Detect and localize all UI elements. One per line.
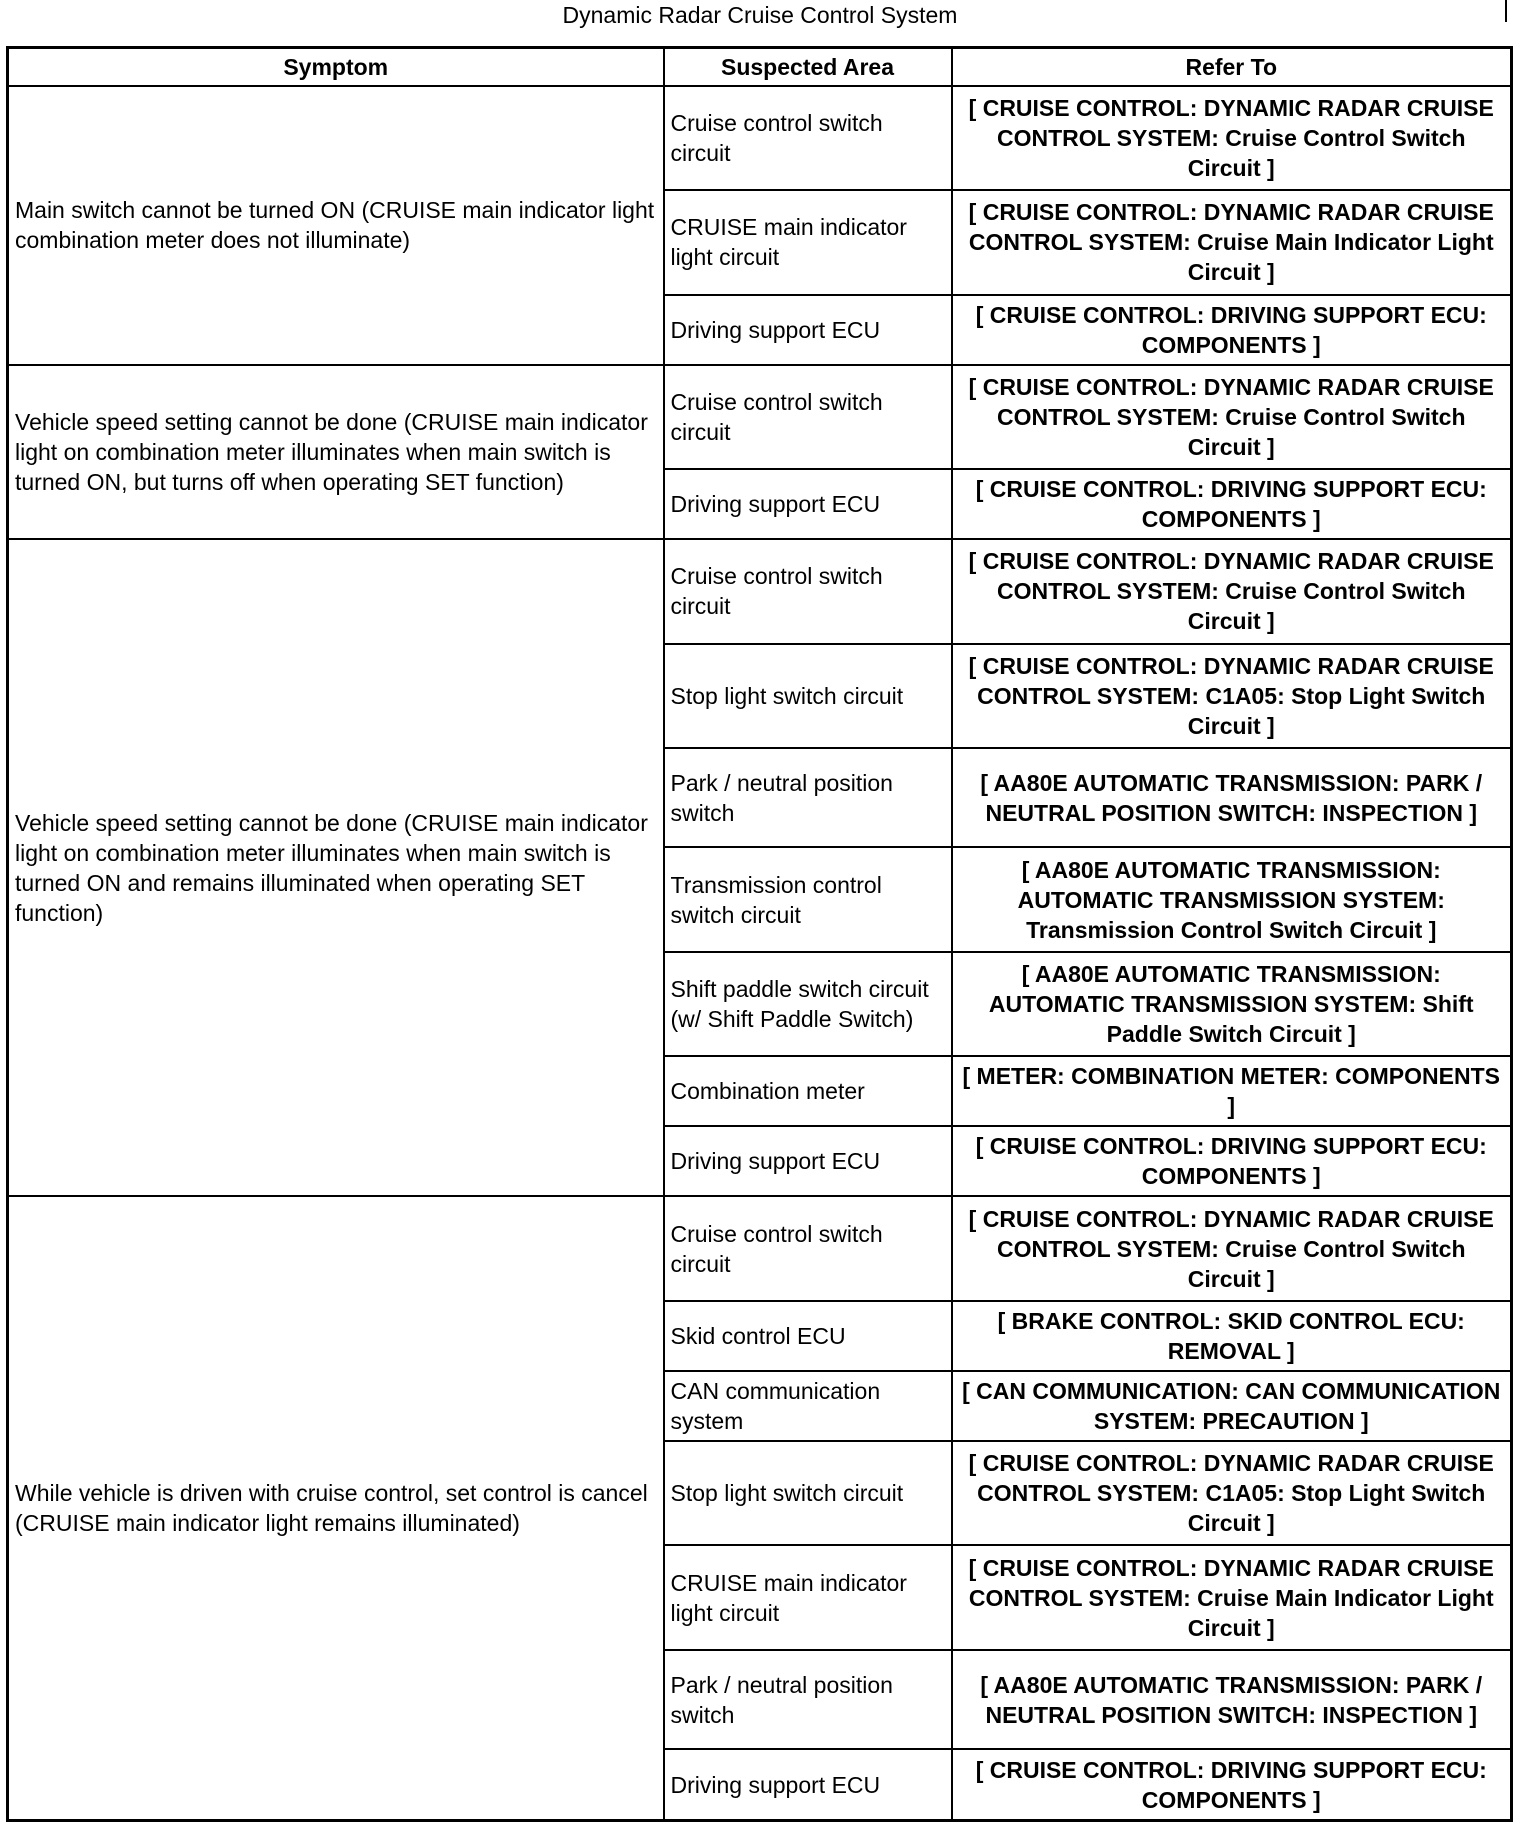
table-header-row — [8, 48, 1512, 87]
refer-to-link[interactable]: [ CRUISE CONTROL: DYNAMIC RADAR CRUISE CONTROL SYSTEM: Cruise Main Indicator Light Circuit ] — [952, 1545, 1512, 1649]
suspected-area-cell: CAN communication system — [664, 1371, 952, 1441]
refer-to-link[interactable]: [ AA80E AUTOMATIC TRANSMISSION: PARK / NEUTRAL POSITION SWITCH: INSPECTION ] — [952, 1650, 1512, 1750]
suspected-area-cell: CRUISE main indicator light circuit — [664, 190, 952, 294]
symptom-cell: Vehicle speed setting cannot be done (CRUISE main indicator light on combination meter illuminates when main switch is turned ON and remains illuminated when operating SET function) — [8, 539, 664, 1196]
refer-to-link[interactable]: [ CRUISE CONTROL: DYNAMIC RADAR CRUISE CONTROL SYSTEM: Cruise Control Switch Circuit ] — [952, 365, 1512, 469]
refer-to-link[interactable]: [ CRUISE CONTROL: DRIVING SUPPORT ECU: COMPONENTS ] — [952, 295, 1512, 365]
suspected-area-cell: Cruise control switch circuit — [664, 1196, 952, 1300]
suspected-area-cell: Cruise control switch circuit — [664, 86, 952, 190]
refer-to-link[interactable]: [ METER: COMBINATION METER: COMPONENTS ] — [952, 1056, 1512, 1126]
suspected-area-cell: Cruise control switch circuit — [664, 365, 952, 469]
suspected-area-cell: Stop light switch circuit — [664, 1441, 952, 1545]
refer-to-link[interactable]: [ CRUISE CONTROL: DRIVING SUPPORT ECU: COMPONENTS ] — [952, 1749, 1512, 1820]
refer-to-link[interactable]: [ CRUISE CONTROL: DYNAMIC RADAR CRUISE CONTROL SYSTEM: Cruise Control Switch Circuit ] — [952, 86, 1512, 190]
refer-to-link[interactable]: [ CRUISE CONTROL: DYNAMIC RADAR CRUISE CONTROL SYSTEM: Cruise Main Indicator Light Circuit ] — [952, 190, 1512, 294]
suspected-area-cell: Park / neutral position switch — [664, 1650, 952, 1750]
troubleshooting-table — [6, 46, 1513, 1822]
table-row — [8, 1196, 1512, 1300]
refer-to-link[interactable]: [ BRAKE CONTROL: SKID CONTROL ECU: REMOVAL ] — [952, 1301, 1512, 1371]
refer-to-link[interactable]: [ AA80E AUTOMATIC TRANSMISSION: AUTOMATIC TRANSMISSION SYSTEM: Transmission Control Switch Circuit ] — [952, 847, 1512, 951]
suspected-area-cell: Skid control ECU — [664, 1301, 952, 1371]
refer-to-link[interactable]: [ AA80E AUTOMATIC TRANSMISSION: AUTOMATIC TRANSMISSION SYSTEM: Shift Paddle Switch Circuit ] — [952, 952, 1512, 1056]
refer-to-link[interactable]: [ CRUISE CONTROL: DRIVING SUPPORT ECU: COMPONENTS ] — [952, 469, 1512, 539]
suspected-area-cell: Driving support ECU — [664, 1749, 952, 1820]
refer-to-link[interactable]: [ CAN COMMUNICATION: CAN COMMUNICATION SYSTEM: PRECAUTION ] — [952, 1371, 1512, 1441]
table-row — [8, 365, 1512, 469]
header-suspected-area: Suspected Area — [664, 48, 952, 87]
refer-to-link[interactable]: [ CRUISE CONTROL: DYNAMIC RADAR CRUISE CONTROL SYSTEM: C1A05: Stop Light Switch Circuit ] — [952, 644, 1512, 748]
refer-to-link[interactable]: [ CRUISE CONTROL: DYNAMIC RADAR CRUISE CONTROL SYSTEM: Cruise Control Switch Circuit ] — [952, 1196, 1512, 1300]
table-row — [8, 539, 1512, 643]
suspected-area-cell: Park / neutral position switch — [664, 748, 952, 848]
suspected-area-cell: Shift paddle switch circuit (w/ Shift Paddle Switch) — [664, 952, 952, 1056]
suspected-area-cell: Stop light switch circuit — [664, 644, 952, 748]
header-symptom: Symptom — [8, 48, 664, 87]
document-title: Dynamic Radar Cruise Control System — [562, 2, 958, 28]
suspected-area-cell: Driving support ECU — [664, 1126, 952, 1196]
suspected-area-cell: CRUISE main indicator light circuit — [664, 1545, 952, 1649]
symptom-cell: Vehicle speed setting cannot be done (CRUISE main indicator light on combination meter illuminates when main switch is turned ON, but turns off when operating SET function) — [8, 365, 664, 540]
suspected-area-cell: Combination meter — [664, 1056, 952, 1126]
table-row — [8, 86, 1512, 190]
header-refer-to: Refer To — [952, 48, 1512, 87]
suspected-area-cell: Cruise control switch circuit — [664, 539, 952, 643]
symptom-cell: Main switch cannot be turned ON (CRUISE main indicator light combination meter does not illuminate) — [8, 86, 664, 365]
suspected-area-cell: Transmission control switch circuit — [664, 847, 952, 951]
refer-to-link[interactable]: [ AA80E AUTOMATIC TRANSMISSION: PARK / NEUTRAL POSITION SWITCH: INSPECTION ] — [952, 748, 1512, 848]
symptom-cell: While vehicle is driven with cruise control, set control is cancel (CRUISE main indicator light remains illuminated) — [8, 1196, 664, 1820]
refer-to-link[interactable]: [ CRUISE CONTROL: DRIVING SUPPORT ECU: COMPONENTS ] — [952, 1126, 1512, 1196]
refer-to-link[interactable]: [ CRUISE CONTROL: DYNAMIC RADAR CRUISE CONTROL SYSTEM: C1A05: Stop Light Switch Circuit ] — [952, 1441, 1512, 1545]
suspected-area-cell: Driving support ECU — [664, 469, 952, 539]
suspected-area-cell: Driving support ECU — [664, 295, 952, 365]
refer-to-link[interactable]: [ CRUISE CONTROL: DYNAMIC RADAR CRUISE CONTROL SYSTEM: Cruise Control Switch Circuit ] — [952, 539, 1512, 643]
